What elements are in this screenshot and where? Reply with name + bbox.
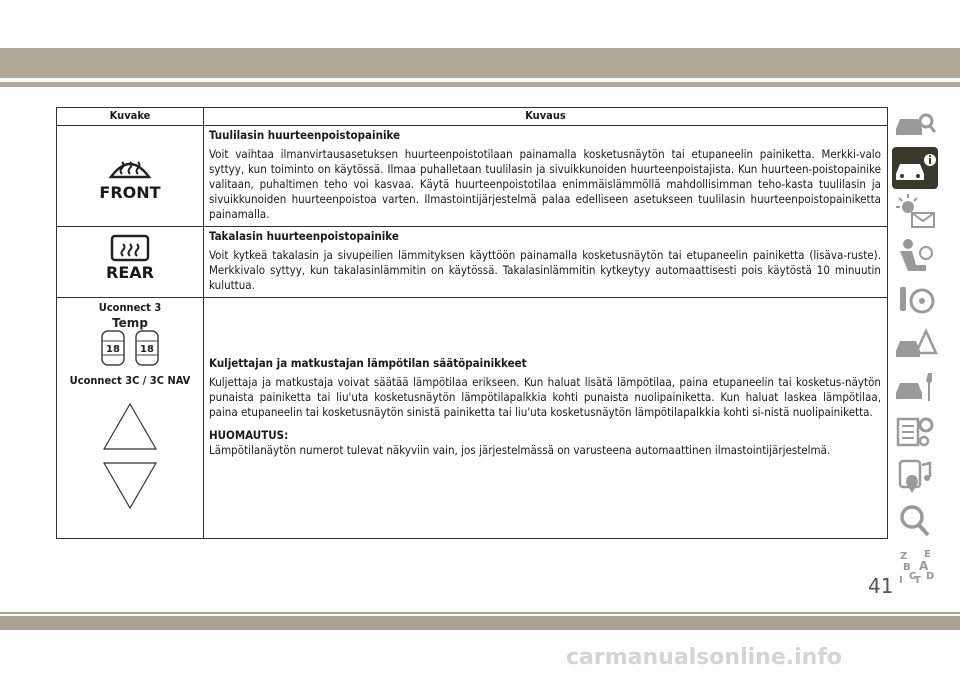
search-icon	[892, 499, 938, 541]
table-header-row	[57, 108, 888, 126]
index-letter-a: A	[919, 559, 929, 573]
tab-multimedia[interactable]	[892, 455, 938, 497]
specs-gears-icon	[892, 411, 938, 453]
bottom-decor-band	[0, 616, 960, 630]
temperature-controls-description	[204, 298, 888, 539]
uconnect-3c-nav-label: Uconnect 3C / 3C NAV	[69, 374, 191, 387]
table-row	[57, 298, 888, 539]
tab-steering-key[interactable]	[892, 279, 938, 321]
index-letters-icon	[892, 543, 938, 585]
temp-down-triangle-icon	[102, 460, 158, 510]
warning-lights-mail-icon	[892, 191, 938, 233]
rear-defrost-title: Takalasin huurteenpoistopainike	[209, 229, 399, 243]
tab-index[interactable]	[892, 543, 938, 585]
index-letter-b: B	[903, 562, 911, 573]
table-row	[57, 126, 888, 227]
car-search-icon	[892, 103, 938, 145]
rear-defrost-description	[204, 227, 888, 298]
top-decor-band	[0, 48, 960, 78]
tab-car-hazard[interactable]	[892, 323, 938, 365]
front-defrost-cell	[57, 126, 204, 227]
music-nav-icon	[892, 455, 938, 497]
temp-display-icon	[100, 315, 160, 367]
index-letter-c: C	[909, 571, 917, 582]
index-letter-e: E	[924, 549, 931, 560]
car-hazard-icon	[892, 323, 938, 365]
temp-left-value: 18	[106, 344, 120, 355]
front-defrost-icon	[107, 153, 153, 183]
tab-seat-airbag[interactable]	[892, 235, 938, 277]
tab-car-info[interactable]	[892, 147, 938, 189]
front-label: FRONT	[99, 183, 161, 202]
rear-label: REAR	[106, 263, 154, 282]
page-number: 41	[868, 574, 894, 598]
uconnect-3-label: Uconnect 3	[98, 301, 162, 314]
car-service-icon	[892, 367, 938, 409]
tab-car-service[interactable]	[892, 367, 938, 409]
temperature-controls-title: Kuljettajan ja matkustajan lämpötilan säätöpainikkeet	[209, 356, 527, 370]
temp-up-triangle-icon	[102, 402, 158, 452]
steering-key-icon	[892, 279, 938, 321]
tab-specs[interactable]	[892, 411, 938, 453]
rear-defrost-icon	[109, 233, 151, 263]
watermark: carmanualsonline.info	[566, 645, 842, 670]
climate-controls-table	[56, 107, 888, 539]
note-title: HUOMAUTUS:	[209, 428, 289, 442]
front-defrost-title: Tuulilasin huurteenpoistopainike	[209, 128, 401, 142]
top-decor-line	[0, 82, 960, 87]
temperature-controls-text: Kuljettaja ja matkustaja voivat säätää lämpötilaa erikseen. Kun haluat lisätä lämpötilaa, paina etupaneelin tai kosketus-näytön punaista painiketta tai liu'uta kosketusnäytön lämpötilapalkkia kohti punaista nuolipainiketta. Kun haluat laskea lämpötilaa, paina etupaneelin tai kosketusnäytön sinistä painiketta tai liu'uta kosketusnäytön lämpötilapalkkia kohti si-nistä nuolipainiketta.	[209, 375, 881, 419]
tab-search[interactable]	[892, 499, 938, 541]
front-defrost-description	[204, 126, 888, 227]
temp-right-value: 18	[140, 344, 154, 355]
column-header-icon: Kuvake	[57, 108, 204, 126]
front-defrost-text: Voit vaihtaa ilmanvirtausasetuksen huurteenpoistotilaan painamalla kosketusnäytön tai etupaneelin painiketta. Merkki-valo syttyy, kun toiminto on käytössä. Ilmaa puhalletaan tuulilasin ja sivuikkunoiden huurteenpoistajista. Kun huurteen-poistopainike valitaan, puhaltimen teho voi kasvaa. Käytä huurteenpoistotilaa enimmäislämmöllä mahdollisimman teho-kasta tuulilasin ja sivuikkunoiden huurteenpoistoa varten. Ilmastointijärjestelmä palaa edelliseen asetukseen tuulilasin huurteenpoistopainiketta painamalla.	[209, 147, 881, 221]
index-letter-d: D	[926, 571, 935, 582]
seat-airbag-icon	[892, 235, 938, 277]
rear-defrost-cell	[57, 227, 204, 298]
temperature-icons-cell	[57, 298, 204, 539]
tab-car-search[interactable]	[892, 103, 938, 145]
tab-warning-lights[interactable]	[892, 191, 938, 233]
index-letter-i: I	[899, 575, 903, 585]
temp-display-title: Temp	[112, 316, 148, 330]
index-letter-t: T	[914, 575, 921, 585]
column-header-description: Kuvaus	[204, 108, 888, 126]
note-text: Lämpötilanäytön numerot tulevat näkyviin vain, jos järjestelmässä on varusteena automaattinen ilmastointijärjestelmä.	[209, 443, 831, 457]
rear-defrost-text: Voit kytkeä takalasin ja sivupeilien lämmityksen käyttöön painamalla kosketusnäytön tai etupaneelin painiketta (lisäva-ruste). Merkkivalo syttyy, kun takalasinlämmitin on käytössä. Takalasinlämmitin kytkeytyy automaattisesti pois käytöstä 10 minuutin kuluttua.	[209, 248, 881, 292]
index-letter-z: Z	[900, 551, 908, 562]
car-info-icon	[892, 147, 938, 189]
bottom-decor-line	[0, 612, 960, 614]
table-row	[57, 227, 888, 298]
